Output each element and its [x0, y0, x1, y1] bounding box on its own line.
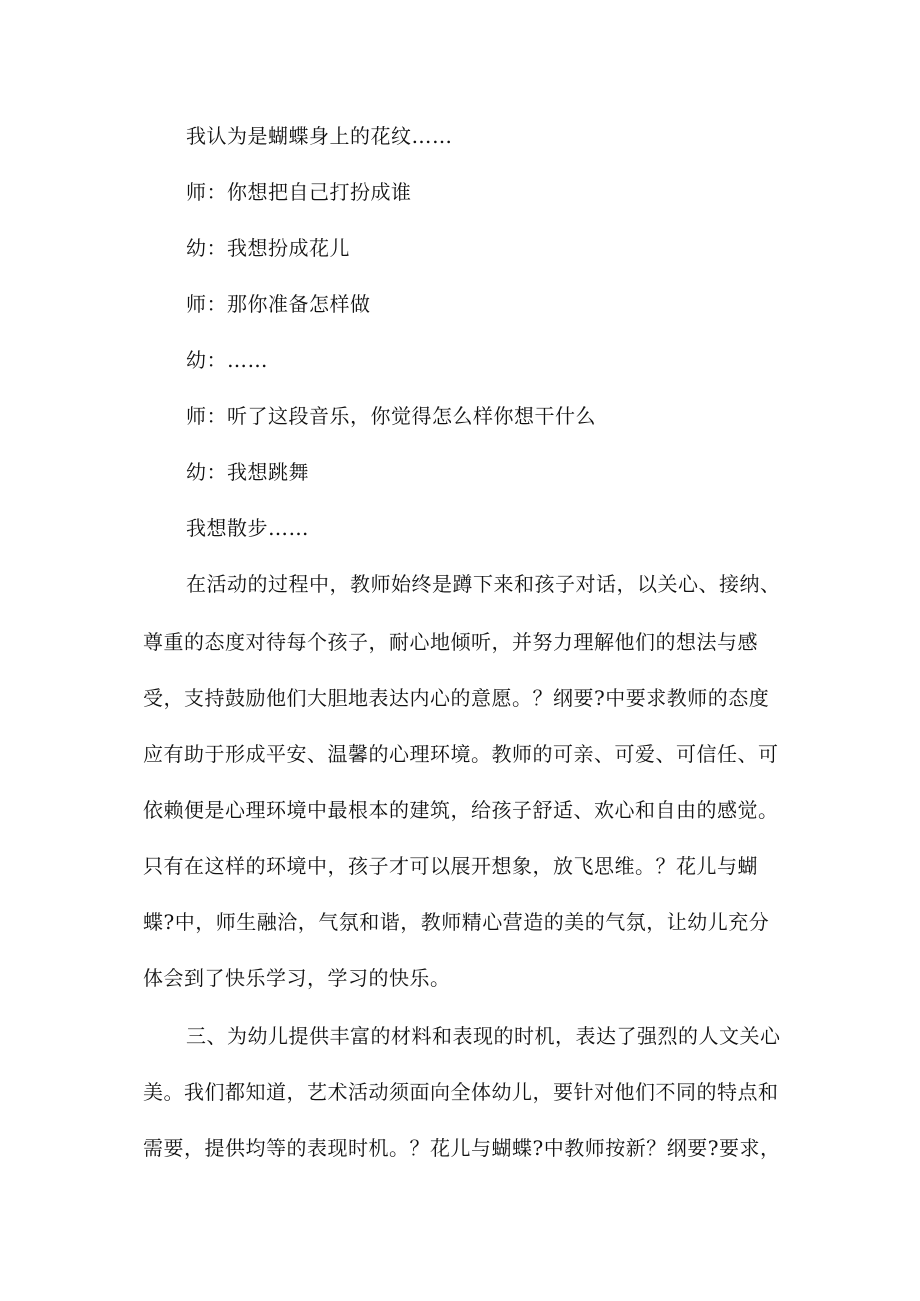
dialogue-line: 师：听了这段音乐，你觉得怎么样你想干什么 [186, 404, 596, 428]
paragraph-line: 依赖便是心理环境中最根本的建筑，给孩子舒适、欢心和自由的感觉。 [143, 798, 779, 822]
paragraph-line: 应有助于形成平安、温馨的心理环境。教师的可亲、可爱、可信任、可 [143, 742, 779, 766]
paragraph-line: 在活动的过程中，教师始终是蹲下来和孩子对话，以关心、接纳、 [186, 572, 781, 596]
dialogue-line: 幼：我想扮成花儿 [186, 236, 350, 260]
dialogue-line: 师：你想把自己打扮成谁 [186, 180, 412, 204]
dialogue-line: 我认为是蝴蝶身上的花纹…… [186, 124, 453, 148]
dialogue-line: 师：那你准备怎样做 [186, 292, 371, 316]
paragraph-line: 尊重的态度对待每个孩子，耐心地倾听，并努力理解他们的想法与感 [143, 630, 758, 654]
paragraph-line: 美。我们都知道，艺术活动须面向全体幼儿，要针对他们不同的特点和 [143, 1080, 779, 1104]
paragraph-line: 需要，提供均等的表现时机。？花儿与蝴蝶?中教师按新？纲要?要求， [143, 1136, 781, 1160]
dialogue-line: 幼：我想跳舞 [186, 460, 309, 484]
paragraph-line: 只有在这样的环境中，孩子才可以展开想象，放飞思维。？花儿与蝴 [143, 854, 758, 878]
paragraph-line: 体会到了快乐学习，学习的快乐。 [143, 966, 451, 990]
paragraph-line: 三、为幼儿提供丰富的材料和表现的时机，表达了强烈的人文关心 [186, 1024, 781, 1048]
paragraph-line: 蝶?中，师生融洽，气氛和谐，教师精心营造的美的气氛，让幼儿充分 [143, 910, 770, 934]
paragraph-line: 受，支持鼓励他们大胆地表达内心的意愿。？纲要?中要求教师的态度 [143, 686, 770, 710]
dialogue-line: 幼：…… [186, 348, 268, 372]
dialogue-line: 我想散步…… [186, 516, 309, 540]
